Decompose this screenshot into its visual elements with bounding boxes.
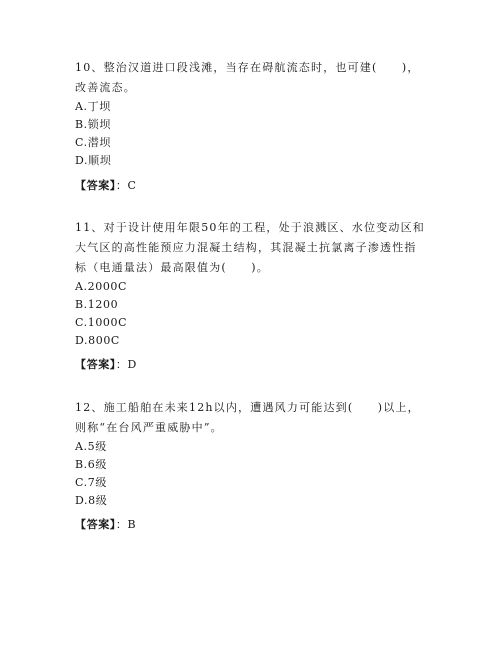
option-c: C.7级 (75, 476, 107, 489)
option-a: A.2000C (75, 280, 128, 293)
option-a: A.5级 (75, 440, 107, 453)
question-stem: 10、整治汉道进口段浅滩，当存在碍航流态时，也可建( )，改善流态。 (75, 61, 420, 94)
option-c: C.1000C (75, 316, 128, 329)
option-d: D.顺坝 (75, 154, 112, 167)
answer-value: ：B (115, 518, 137, 531)
question-12 (75, 398, 427, 510)
answer-12 (75, 516, 136, 534)
answer-10 (75, 177, 137, 195)
question-stem: 12、施工船舶在未来12h以内，遭遇风力可能达到( )以上，则称“在台风严重威胁中”。 (75, 401, 420, 434)
answer-label: 【答案】 (75, 358, 116, 371)
option-d: D.800C (75, 334, 120, 347)
answer-value: ：C (115, 179, 137, 192)
option-b: B.锁坝 (75, 118, 111, 131)
answer-label: 【答案】 (75, 518, 116, 531)
option-d: D.8级 (75, 494, 108, 507)
answer-value: ：D (115, 358, 137, 371)
option-a: A.丁坝 (75, 100, 111, 113)
option-b: B.6级 (75, 458, 107, 471)
option-c: C.潜坝 (75, 136, 111, 149)
question-10 (75, 58, 427, 170)
answer-11 (75, 356, 137, 374)
option-b: B.1200 (75, 298, 119, 311)
question-11 (75, 218, 427, 350)
question-stem: 11、对于设计使用年限50年的工程，处于浪溅区、水位变动区和大气区的高性能预应力混凝土结构，其混凝土抗氯离子渗透性指标（电通量法）最高限值为( )。 (75, 221, 425, 274)
answer-label: 【答案】 (75, 179, 116, 192)
